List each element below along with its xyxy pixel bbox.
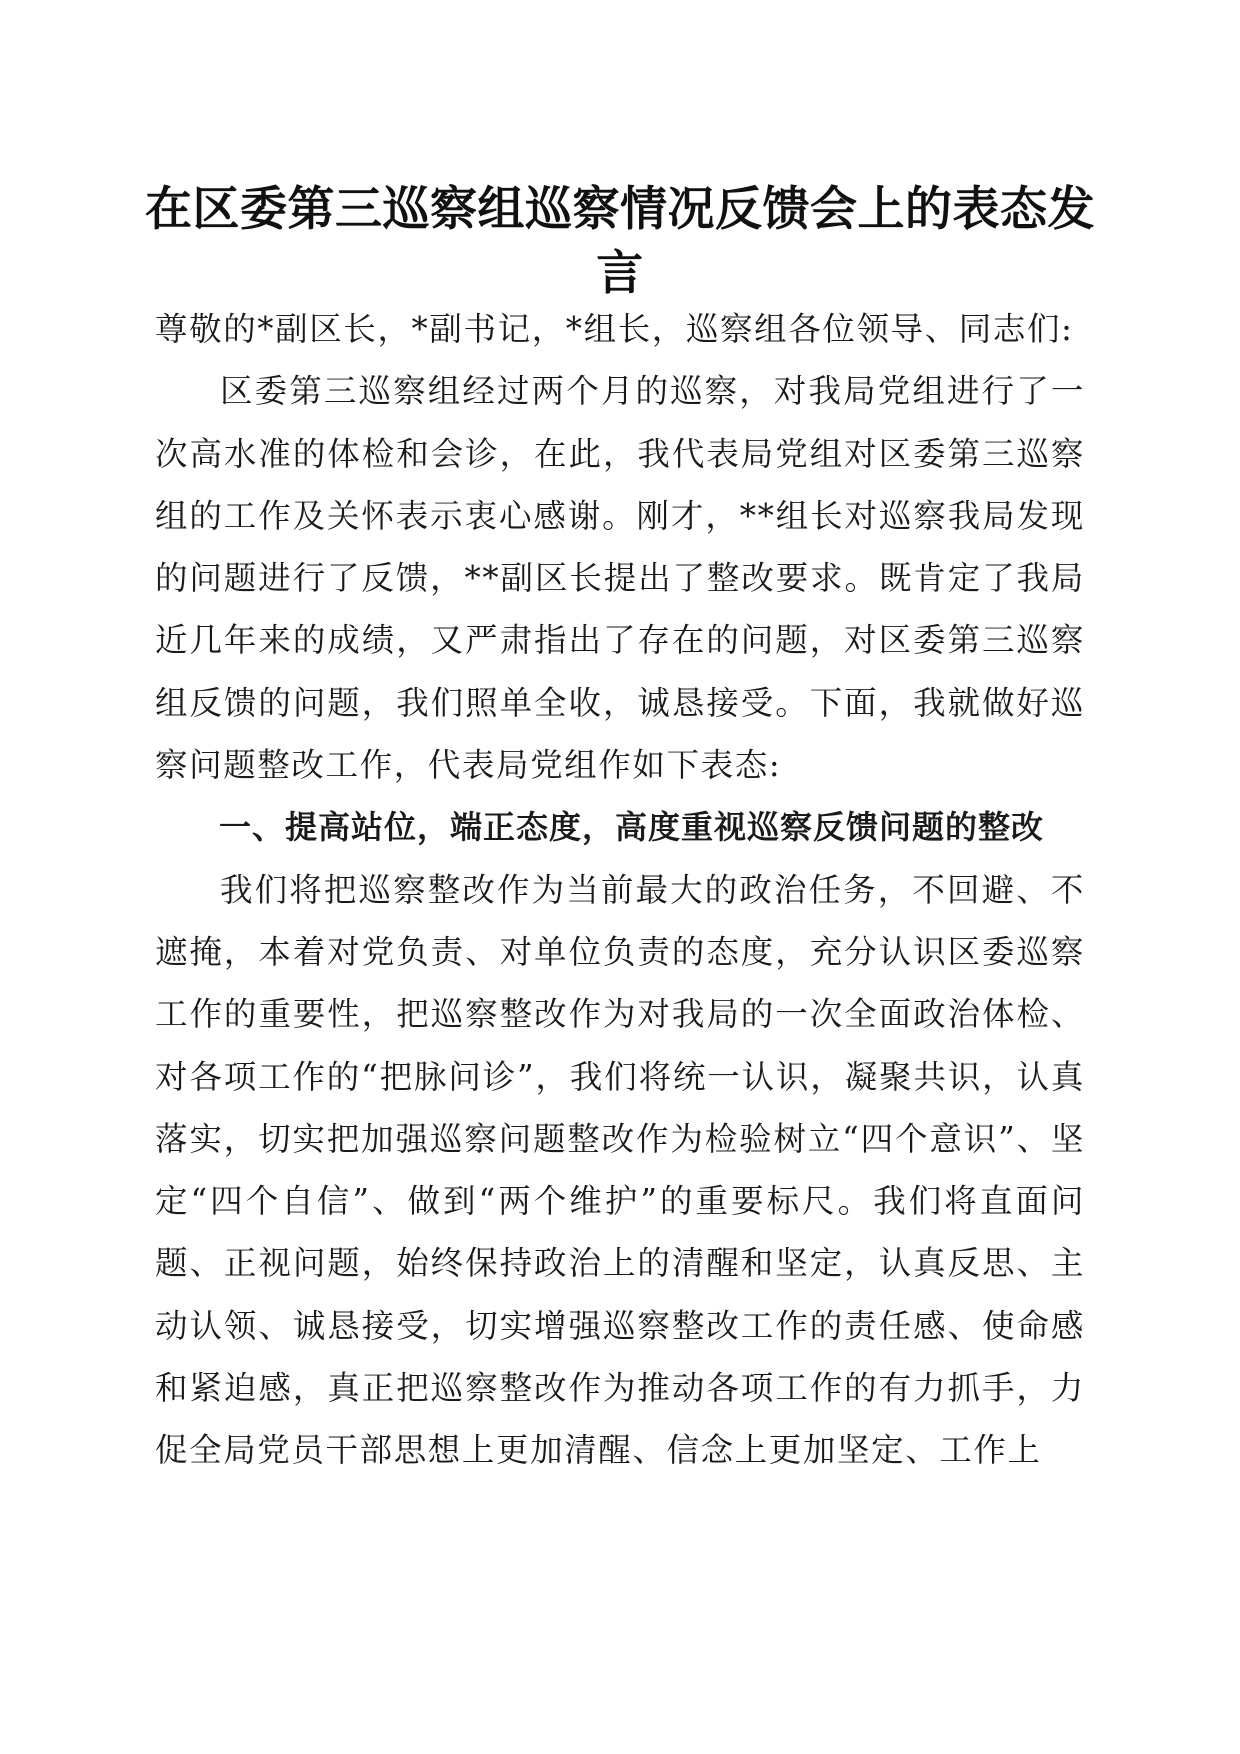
paragraph-section-1: 我们将把巡察整改作为当前最大的政治任务，不回避、不遮掩，本着对党负责、对单位负责的态度，充分认识区委巡察工作的重要性，把巡察整改作为对我局的一次全面政治体检、对各项工作的“把脉问诊”，我们将统一认识，凝聚共识，认真落实，切实把加强巡察问题整改作为检验树立“四个意识”、坚定“四个自信”、做到“两个维护”的重要标尺。我们将直面问题、正视问题，始终保持政治上的清醒和坚定，认真反思、主动认领、诚恳接受，切实增强巡察整改工作的责任感、使命感和紧迫感，真正把巡察整改作为推动各项工作的有力抓手，力促全局党员干部思想上更加清醒、信念上更加坚定、工作上 [155, 870, 1085, 1470]
document-body [155, 298, 1085, 1482]
paragraph-intro: 区委第三巡察组经过两个月的巡察，对我局党组进行了一次高水准的体检和会诊，在此，我代表局党组对区委第三巡察组的工作及关怀表示衷心感谢。刚才，**组长对巡察我局发现的问题进行了反馈，**副区长提出了整改要求。既肯定了我局近几年来的成绩，又严肃指出了存在的问题，对区委第三巡察组反馈的问题，我们照单全收，诚恳接受。下面，我就做好巡察问题整改工作，代表局党组作如下表态: [155, 372, 1085, 785]
document-title: 在区委第三巡察组巡察情况反馈会上的表态发言 [145, 182, 1095, 301]
salutation: 尊敬的*副区长，*副书记，*组长，巡察组各位领导、同志们: [155, 310, 1074, 348]
section-heading-1: 一、提高站位，端正态度，高度重视巡察反馈问题的整改 [219, 808, 1045, 847]
